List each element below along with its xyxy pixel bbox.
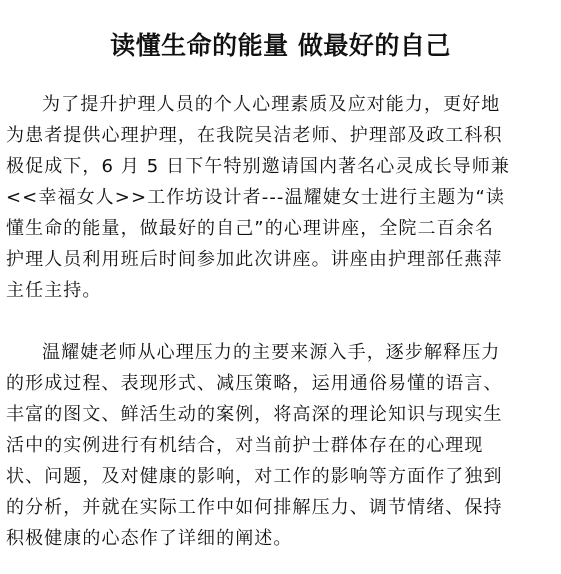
paragraph-2 [6,337,558,554]
text-line: 主任主持。 [6,280,102,301]
text-line: <<幸福女人>>工作坊设计者---温耀婕女士进行主题为“读 [6,187,506,208]
text-line: 极促成下，6 月 5 日下午特别邀请国内著名心灵成长导师兼 [6,156,510,177]
text-line: 活中的实例进行有机结合，对当前护士群体存在的心理现 [6,435,484,456]
text-line: 温耀婕老师从心理压力的主要来源入手，逐步解释压力 [42,342,501,363]
text-line: 懂生命的能量，做最好的自己”的心理讲座，全院二百余名 [6,218,494,239]
text-line: 状、问题，及对健康的影响，对工作的影响等方面作了独到 [6,466,503,487]
text-line: 积极健康的心态作了详细的阐述。 [6,528,293,549]
text-line: 为患者提供心理护理，在我院吴洁老师、护理部及政工科积 [6,125,503,146]
text-line: 的形成过程、表现形式、减压策略，运用通俗易懂的语言、 [6,373,503,394]
text-line: 为了提升护理人员的个人心理素质及应对能力，更好地 [42,94,501,115]
text-line: 丰富的图文、鲜活生动的案例，将高深的理论知识与现实生 [6,404,503,425]
text-line: 护理人员利用班后时间参加此次讲座。讲座由护理部任燕萍 [6,249,503,270]
text-line: 的分析，并就在实际工作中如何排解压力、调节情绪、保持 [6,497,503,518]
paragraph-1 [6,89,558,306]
article-title: 读懂生命的能量 做最好的自己 [110,31,451,60]
